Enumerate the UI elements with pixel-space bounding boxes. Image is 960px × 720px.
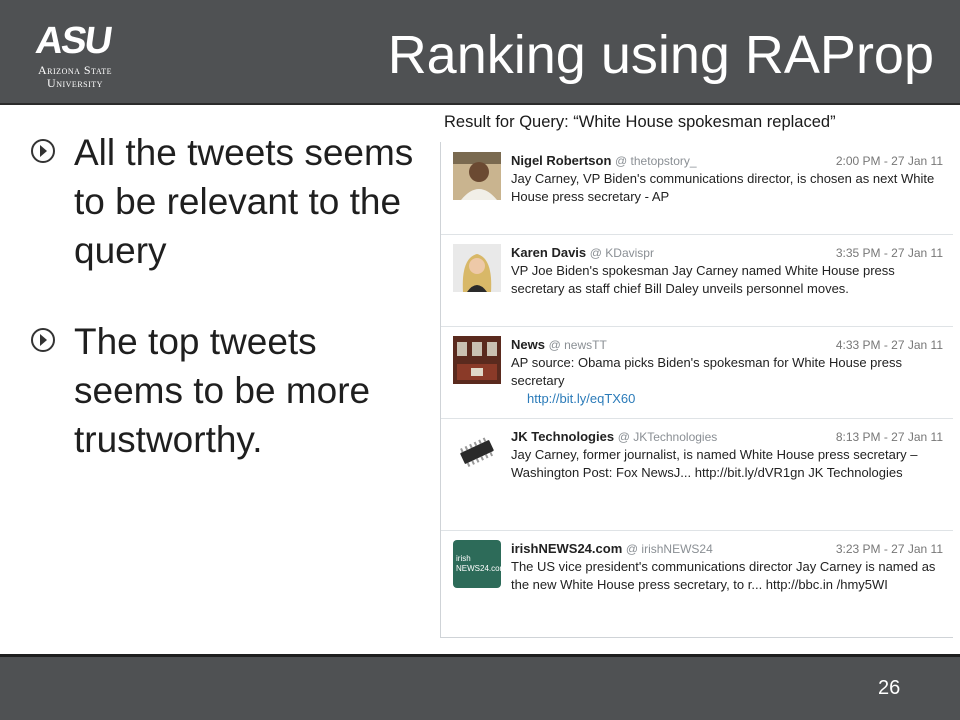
tweet-text: The US vice president's communications director Jay Carney is named as the new White House press secretary, to r... http://bbc.in /hmy5WI <box>511 559 936 592</box>
tweet-author[interactable]: Nigel Robertson <box>511 153 612 168</box>
tweet-author[interactable]: Karen Davis <box>511 245 587 260</box>
avatar-irishnews24 <box>453 540 507 588</box>
tweet-time[interactable]: 8:13 PM - 27 Jan 11 <box>835 430 943 444</box>
tweet-handle[interactable]: @ KDavispr <box>589 246 654 260</box>
query-caption: Result for Query: “White House spokesman replaced” <box>444 113 836 131</box>
tweet-text: Jay Carney, VP Biden's communications director, is chosen as next White House press secretary - AP <box>511 171 935 204</box>
tweet-link[interactable]: http://bit.ly/eqTX60 <box>527 391 636 406</box>
avatar-karen-davis <box>453 244 501 292</box>
tweet-item[interactable] <box>441 530 953 636</box>
tweet-author[interactable]: irishNEWS24.com <box>511 541 623 556</box>
tweet-results-panel <box>440 142 953 638</box>
tweet-text <box>511 354 947 408</box>
avatar-irishnews24-text: irish NEWS24.com <box>456 554 507 573</box>
tweet-handle[interactable]: @ irishNEWS24 <box>625 542 713 556</box>
tweet-text-body: AP source: Obama picks Biden's spokesman for White House press secretary <box>511 355 902 388</box>
avatar-news <box>453 336 501 384</box>
bullet-item <box>28 128 428 275</box>
header-divider <box>0 103 960 105</box>
bullet-item <box>28 317 428 464</box>
avatar-chip <box>453 428 501 476</box>
bullet-text: The top tweets seems to be more trustworthy. <box>74 321 371 460</box>
tweet-handle[interactable]: @ JKTechnologies <box>617 430 718 444</box>
tweet-author[interactable]: News <box>511 337 545 352</box>
asu-logo <box>16 22 134 94</box>
tweet-time[interactable]: 4:33 PM - 27 Jan 11 <box>835 338 943 352</box>
tweet-handle[interactable]: @ thetopstory_ <box>615 154 697 168</box>
tweet-item[interactable] <box>441 418 953 531</box>
circle-arrow-icon <box>30 327 56 353</box>
tweet-item[interactable] <box>441 142 953 235</box>
tweet-author[interactable]: JK Technologies <box>511 429 615 444</box>
logo-mark: ASU <box>33 20 114 62</box>
header-bar <box>0 0 960 103</box>
circle-arrow-icon <box>30 138 56 164</box>
bullet-list <box>28 128 428 464</box>
avatar-nigel-robertson <box>453 152 501 200</box>
page-number: 26 <box>878 677 901 699</box>
logo-line-2: University <box>47 76 103 90</box>
tweet-time[interactable]: 3:35 PM - 27 Jan 11 <box>835 246 943 260</box>
tweet-time[interactable]: 3:23 PM - 27 Jan 11 <box>835 542 943 556</box>
tweet-text: Jay Carney, former journalist, is named White House press secretary – Washington Post: Fox NewsJ... http://bit.ly/dVR1gn JK Technologies <box>511 447 918 480</box>
logo-line-1: Arizona State <box>38 63 112 77</box>
bullet-text: All the tweets seems to be relevant to the query <box>74 132 414 271</box>
tweet-handle[interactable]: @ newsTT <box>548 338 607 352</box>
footer-bar <box>0 657 960 720</box>
tweet-text: VP Joe Biden's spokesman Jay Carney named White House press secretary as staff chief Bill Daley unveils personnel moves. <box>511 263 895 296</box>
tweet-time[interactable]: 2:00 PM - 27 Jan 11 <box>835 154 943 168</box>
tweet-item[interactable] <box>441 326 953 419</box>
tweet-item[interactable] <box>441 234 953 327</box>
slide-title: Ranking using RAProp <box>387 25 934 85</box>
